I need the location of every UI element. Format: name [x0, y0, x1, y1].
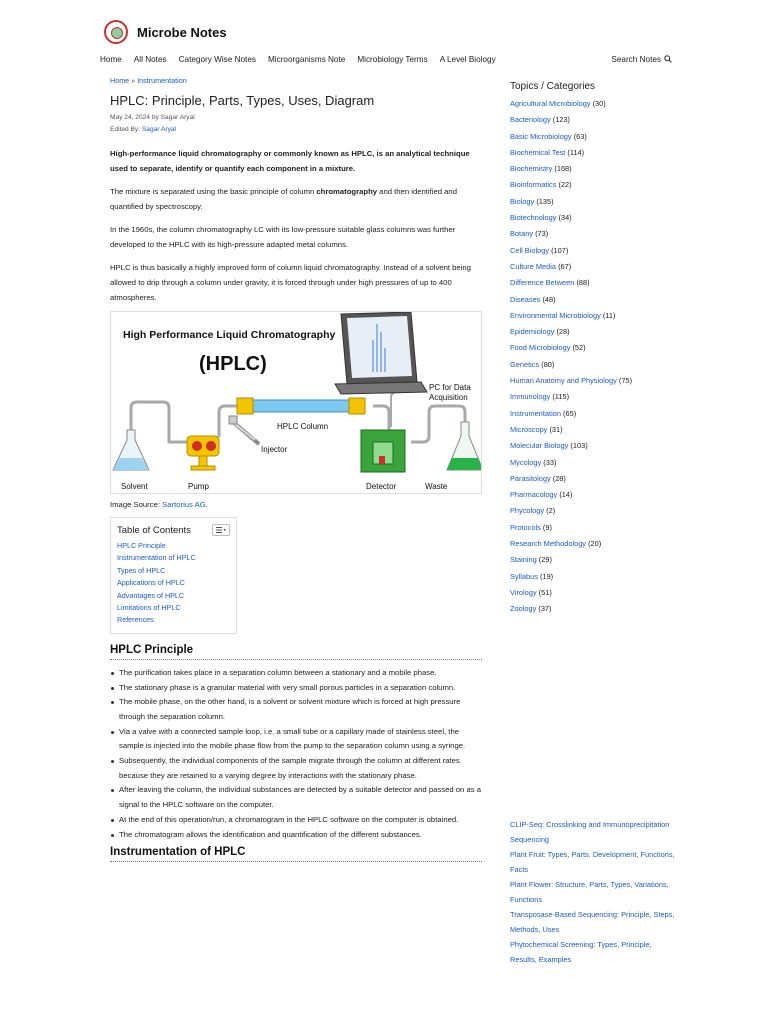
category-link[interactable]: Culture Media: [510, 261, 557, 271]
breadcrumb-home[interactable]: Home: [110, 76, 130, 85]
category-item: [510, 536, 680, 552]
category-link[interactable]: Research Methodology: [510, 539, 587, 549]
category-item: [510, 487, 680, 503]
category-count: (51): [538, 587, 552, 597]
toc-item[interactable]: References: [117, 615, 154, 625]
category-item: [510, 259, 680, 275]
site-logo[interactable]: [104, 20, 227, 44]
nav-a-level-biology[interactable]: A Level Biology: [439, 54, 496, 64]
paragraph-2: In the 1960s, the column chromatography LC with its low-pressure suitable glass columns was further developed to the HPLC with its high-pressure adapted metal columns.: [110, 225, 456, 249]
category-link[interactable]: Biochemical Test: [510, 147, 566, 157]
category-item: [510, 552, 680, 568]
category-item: [510, 569, 680, 585]
list-item: After leaving the column, the individual substances are detected by a suitable detector and passed on as a signal to the HPLC software on the computer.: [110, 783, 482, 812]
category-count: (115): [552, 392, 570, 402]
editor-link[interactable]: Sagar Aryal: [141, 126, 176, 133]
figure-acronym: (HPLC): [199, 353, 267, 375]
category-count: (114): [567, 147, 585, 157]
category-item: [510, 129, 680, 145]
figure-detector-label: Detector: [366, 482, 397, 491]
category-count: (33): [543, 457, 557, 467]
category-link[interactable]: Botany: [510, 229, 534, 239]
nav-microbiology-terms[interactable]: Microbiology Terms: [357, 54, 428, 64]
category-link[interactable]: Microscopy: [510, 424, 548, 434]
list-item: At the end of this operation/run, a chromatogram in the HPLC software on the computer is obtained.: [110, 813, 482, 828]
category-count: (75): [618, 376, 633, 386]
category-count: (168): [554, 164, 572, 174]
recent-post-link[interactable]: Plant Flower: Structure, Parts, Types, Variations, Functions: [510, 880, 669, 904]
recent-post-link[interactable]: Transposase-Based Sequencing: Principle, Steps, Methods, Uses: [510, 910, 675, 934]
category-item: [510, 422, 680, 438]
search-label: Search Notes: [611, 54, 661, 64]
main-nav: [100, 52, 672, 66]
category-count: (22): [558, 180, 572, 190]
category-item: [510, 585, 680, 601]
category-link[interactable]: Protocols: [510, 522, 541, 532]
image-source-label: Image Source:: [110, 500, 163, 509]
category-item: [510, 389, 680, 405]
category-item: [510, 145, 680, 161]
figure-solvent-label: Solvent: [121, 482, 148, 491]
category-count: (88): [576, 278, 590, 288]
category-item: [510, 226, 680, 242]
category-item: [510, 243, 680, 259]
hplc-diagram-svg: [111, 312, 482, 494]
category-count: (107): [551, 245, 569, 255]
toc-title: Table of Contents: [117, 524, 191, 536]
category-count: (123): [552, 115, 570, 125]
edited-by: [110, 126, 482, 133]
figure-heading: High Performance Liquid Chromatography: [123, 329, 336, 341]
category-count: (37): [538, 604, 552, 614]
category-link[interactable]: Difference Between: [510, 278, 575, 288]
category-item: [510, 373, 680, 389]
article: [110, 76, 482, 862]
category-item: [510, 324, 680, 340]
toc-item[interactable]: Limitations of HPLC: [117, 603, 181, 613]
section-heading-principle: HPLC Principle: [110, 644, 482, 660]
category-link[interactable]: Immunology: [510, 392, 551, 402]
category-count: (67): [558, 261, 572, 271]
category-count: (65): [563, 408, 577, 418]
category-count: (28): [556, 327, 570, 337]
figure-injector-label: Injector: [261, 445, 288, 454]
category-count: (19): [540, 571, 554, 581]
category-count: (11): [602, 310, 616, 320]
toc-toggle-button[interactable]: [212, 524, 230, 536]
list-item: The chromatogram allows the identification and quantification of the different substances.: [110, 828, 482, 843]
section-heading-instrumentation: Instrumentation of HPLC: [110, 846, 482, 862]
sidebar-categories: [510, 81, 680, 618]
p1-bold: chromatography: [316, 187, 378, 196]
category-link[interactable]: Mycology: [510, 457, 542, 467]
list-item: Subsequently, the individual components of the sample migrate through the column at different rates because they are retained to a varying degree by interactions with the stationary phase.: [110, 754, 482, 783]
list-item: Via a valve with a connected sample loop, i.e. a small tube or a capillary made of stainless steel, the sample is injected into the mobile phase flow from the pump to the separation column using a syringe.: [110, 725, 482, 754]
category-link[interactable]: Biochemistry: [510, 164, 553, 174]
category-count: (28): [552, 473, 566, 483]
category-item: [510, 503, 680, 519]
category-item: [510, 177, 680, 193]
category-link[interactable]: Virology: [510, 587, 537, 597]
category-link[interactable]: Bacteriology: [510, 115, 551, 125]
hplc-diagram: [110, 311, 482, 494]
recent-post-link[interactable]: Phytochemical Screening: Types, Principle, Results, Examples: [510, 940, 652, 964]
toc-list: [117, 540, 230, 627]
recent-posts: [510, 817, 680, 967]
recent-post-link[interactable]: Plant Fruit: Types, Parts, Development, Functions, Facts: [510, 850, 675, 874]
category-link[interactable]: Basic Microbiology: [510, 131, 572, 141]
category-item: [510, 520, 680, 536]
lead-paragraph: High-performance liquid chromatography or commonly known as HPLC, is an analytical technique used to separate, identify or quantify each component in a mixture.: [110, 149, 470, 173]
toc-item[interactable]: Instrumentation of HPLC: [117, 553, 196, 563]
breadcrumb: [110, 76, 482, 85]
nav-microorganisms-note[interactable]: Microorganisms Note: [267, 54, 346, 64]
category-item: [510, 210, 680, 226]
category-count: (135): [536, 196, 554, 206]
logo-icon: [104, 20, 128, 44]
post-meta: [110, 114, 482, 121]
figure-pc-label-1: PC for Data: [429, 383, 471, 392]
toc-item[interactable]: Advantages of HPLC: [117, 590, 185, 600]
category-item: [510, 292, 680, 308]
category-item: [510, 308, 680, 324]
category-count: (103): [570, 441, 588, 451]
post-author: Sagar Aryal: [160, 114, 195, 121]
p1-text-a: The mixture is separated using the basic principle of column: [110, 187, 317, 196]
category-count: (63): [573, 131, 587, 141]
category-link[interactable]: Food Microbiology: [510, 343, 571, 353]
category-item: [510, 112, 680, 128]
nav-home[interactable]: Home: [100, 54, 122, 64]
post-date: May 24, 2024: [110, 114, 150, 121]
category-item: [510, 96, 680, 112]
category-link[interactable]: Biology: [510, 196, 535, 206]
recent-post-link[interactable]: CLIP-Seq: Crosslinking and Immunoprecipitation Sequencing: [510, 820, 670, 844]
category-link[interactable]: Pharmacology: [510, 490, 558, 500]
category-link[interactable]: Diseases: [510, 294, 541, 304]
category-count: (73): [535, 229, 549, 239]
site-title[interactable]: Microbe Notes: [137, 24, 227, 40]
category-link[interactable]: Instrumentation: [510, 408, 561, 418]
category-count: (2): [546, 506, 556, 516]
list-item: The purification takes place in a separation column between a stationary and a mobile phase.: [110, 666, 482, 681]
category-item: [510, 340, 680, 356]
category-link[interactable]: Cell Biology: [510, 245, 550, 255]
category-link[interactable]: Zoology: [510, 604, 537, 614]
category-count: (29): [538, 555, 552, 565]
category-item: [510, 455, 680, 471]
category-count: (30): [592, 99, 606, 108]
toc-item[interactable]: Applications of HPLC: [117, 578, 185, 588]
category-link[interactable]: Phycology: [510, 506, 545, 516]
image-source-end: .: [205, 500, 208, 509]
category-count: (14): [559, 490, 573, 500]
search-button[interactable]: [611, 55, 672, 64]
category-link[interactable]: Agricultural Microbiology: [510, 99, 591, 108]
list-item: The stationary phase is a granular material with very small porous particles in a separation column.: [110, 681, 482, 696]
category-link[interactable]: Bioinformatics: [510, 180, 557, 190]
category-count: (31): [549, 424, 563, 434]
category-item: [510, 406, 680, 422]
category-link[interactable]: Human Anatomy and Physiology: [510, 376, 617, 386]
toc-header: [117, 524, 230, 536]
category-count: (52): [572, 343, 586, 353]
category-count: (20): [588, 539, 602, 549]
search-icon: [664, 55, 672, 63]
table-of-contents: [110, 517, 237, 634]
category-link[interactable]: Molecular Biology: [510, 441, 569, 451]
category-link[interactable]: Epidemiology: [510, 327, 555, 337]
category-link[interactable]: Parasitology: [510, 473, 551, 483]
figure-pump-label: Pump: [188, 482, 209, 491]
category-link[interactable]: Biotechnology: [510, 213, 557, 223]
paragraph-1: [110, 184, 482, 214]
nav-all-notes[interactable]: All Notes: [133, 54, 167, 64]
category-item: [510, 194, 680, 210]
category-item: [510, 275, 680, 291]
category-item: [510, 601, 680, 617]
p1-text-c: and then identified and quantified by spectroscopy.: [110, 187, 457, 211]
breadcrumb-current[interactable]: Instrumentation: [137, 76, 187, 85]
category-count: (34): [558, 213, 572, 223]
sidebar-title: Topics / Categories: [510, 81, 596, 92]
image-source: [110, 500, 482, 509]
category-count: (9): [542, 522, 552, 532]
image-source-link[interactable]: Sartorius AG: [162, 500, 206, 509]
edited-label: Edited By:: [110, 126, 141, 133]
category-item: [510, 471, 680, 487]
breadcrumb-separator: »: [131, 76, 136, 85]
figure-column-label: HPLC Column: [277, 422, 329, 431]
figure-pc-label-2: Acquisition: [429, 393, 468, 402]
category-link[interactable]: Syllabus: [510, 571, 538, 581]
figure-waste-label: Waste: [425, 482, 448, 491]
toc-item[interactable]: Types of HPLC: [117, 565, 166, 575]
category-count: (48): [542, 294, 556, 304]
toc-toggle-icon: [215, 526, 227, 534]
page-title: HPLC: Principle, Parts, Types, Uses, Diagram: [110, 93, 375, 108]
toc-item[interactable]: HPLC Principle: [117, 541, 166, 550]
category-link[interactable]: Environmental Microbiology: [510, 310, 601, 320]
category-list: [510, 96, 680, 618]
principle-list: [110, 666, 482, 842]
nav-category-wise-notes[interactable]: Category Wise Notes: [178, 54, 256, 64]
category-item: [510, 357, 680, 373]
list-item: The mobile phase, on the other hand, is a solvent or solvent mixture which is forced at high pressure through the separation column.: [110, 695, 482, 724]
category-link[interactable]: Genetics: [510, 359, 540, 369]
paragraph-3: HPLC is thus basically a highly improved form of column liquid chromatography. Instead of a solvent being allowed to drip through a column under gravity, it is forced through under high pressures of up to 400 atmospheres.: [110, 263, 471, 302]
category-count: (80): [541, 359, 555, 369]
category-link[interactable]: Staining: [510, 555, 537, 565]
category-item: [510, 438, 680, 454]
post-by: by: [151, 114, 159, 121]
category-item: [510, 161, 680, 177]
